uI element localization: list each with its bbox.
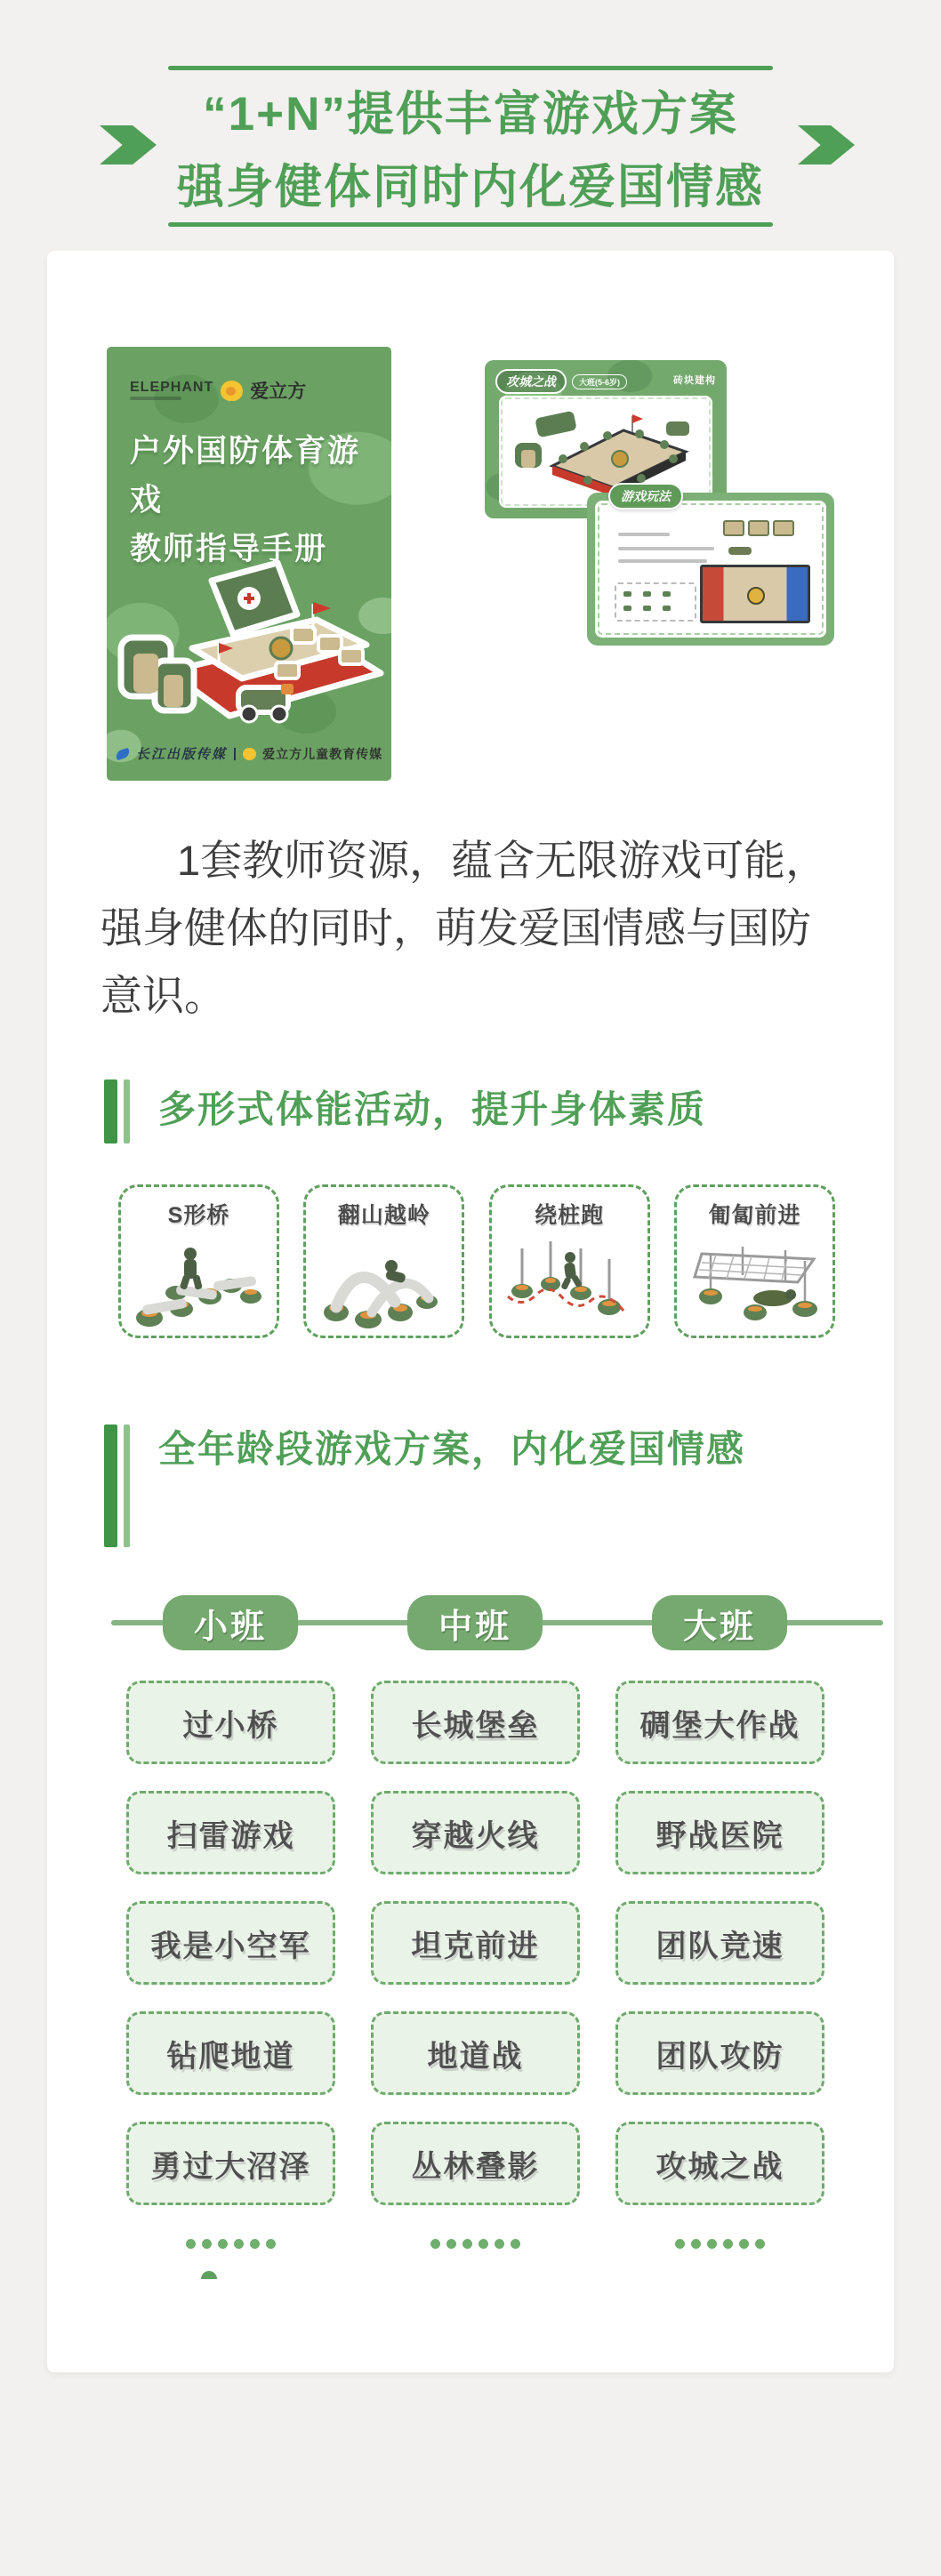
game-cell: 地道战	[371, 2011, 580, 2095]
activity-card-s-bridge	[118, 1184, 279, 1338]
parts-legend-box	[615, 582, 696, 622]
activity-card-slalom-run	[489, 1184, 650, 1338]
publisher-name-right: 爱立方儿童教育传媒	[262, 746, 383, 761]
game-cell: 钻爬地道	[126, 2011, 335, 2095]
cover-publisher-row	[107, 744, 391, 763]
activity-label: S形桥	[167, 1203, 230, 1228]
age-pill-senior: 大班	[652, 1595, 787, 1650]
more-games-dots	[126, 2239, 335, 2249]
age-group-tag: 大班(5-6岁)	[572, 374, 627, 389]
cover-title-line2: 教师指导手册	[130, 532, 328, 566]
page-title-line1: “1+N”提供丰富游戏方案	[203, 88, 738, 140]
intro-paragraph: 1套教师资源，蕴含无限游戏可能，强身健体的同时，萌发爱国情感与国防意识。	[101, 837, 828, 1019]
publisher-name-left: 长江出版传媒	[135, 748, 227, 762]
game-cell: 穿越火线	[371, 1791, 580, 1874]
activity-card-crawl-forward	[674, 1184, 835, 1338]
header-rule-top	[168, 66, 773, 70]
publisher-logo-icon	[115, 747, 131, 759]
more-games-dots	[615, 2239, 824, 2249]
block-pieces-illustration	[723, 520, 794, 536]
game-cell: 过小桥	[126, 1681, 335, 1764]
content-card	[47, 251, 894, 2372]
activity-label: 绕桩跑	[535, 1203, 605, 1228]
activity-card-row	[118, 1184, 835, 1338]
brand-name-cn: 爱立方	[250, 381, 307, 402]
game-cell: 团队竞速	[615, 1901, 824, 1985]
game-cell: 勇过大沼泽	[126, 2122, 335, 2205]
mascot-icon	[243, 748, 256, 760]
section-marker-bars	[104, 1424, 130, 1547]
game-slide-how-to-play	[587, 489, 834, 646]
game-cell: 野战医院	[615, 1791, 824, 1874]
section-header-games	[104, 1421, 745, 1547]
decorative-blob	[201, 2271, 217, 2279]
cover-product-illustration	[107, 529, 391, 747]
game-cell: 丛林叠影	[371, 2122, 580, 2205]
page-title-line2: 强身健体同时内化爱国情感	[177, 161, 764, 213]
game-cell: 攻城之战	[615, 2122, 824, 2205]
brand-name-en: ELEPHANT	[130, 380, 214, 395]
teacher-handbook-cover	[107, 347, 391, 781]
slalom-run-illustration	[495, 1227, 644, 1332]
section-marker-bars	[104, 1079, 130, 1144]
more-games-dots	[371, 2239, 580, 2249]
age-pill-middle: 中班	[407, 1595, 543, 1650]
text-line-placeholder	[618, 559, 707, 563]
how-to-play-panel	[595, 501, 826, 638]
section-header-fitness	[104, 1076, 706, 1144]
mascot-icon	[221, 381, 243, 401]
game-cell: 团队攻防	[615, 2011, 824, 2095]
over-mountain-illustration	[310, 1227, 458, 1332]
activity-label: 匍匐前进	[708, 1203, 801, 1228]
slide-title-badge: 攻城之战	[495, 369, 567, 394]
game-cell: 坦克前进	[371, 1901, 580, 1985]
activity-label: 翻山越岭	[337, 1203, 430, 1228]
activity-card-over-mountain	[303, 1184, 464, 1338]
brand-tagline-placeholder	[130, 397, 181, 400]
brand-logo	[130, 377, 306, 404]
game-cell: 扫雷游戏	[126, 1791, 335, 1874]
publisher-divider: |	[232, 746, 237, 761]
how-to-play-badge: 游戏玩法	[608, 483, 683, 510]
category-tag: 砖块建构	[673, 375, 716, 386]
text-line-placeholder	[618, 547, 714, 550]
section-title: 多形式体能活动，提升身体素质	[158, 1088, 707, 1130]
age-pill-junior: 小班	[163, 1595, 298, 1650]
vehicle-piece-illustration	[728, 547, 752, 555]
cover-title-line1: 户外国防体育游戏	[130, 434, 361, 518]
crawl-forward-illustration	[680, 1227, 829, 1332]
section-title: 全年龄段游戏方案，内化爱国情感	[158, 1428, 746, 1470]
s-bridge-illustration	[125, 1227, 273, 1332]
game-cell: 长城堡垒	[371, 1681, 580, 1764]
game-cell: 碉堡大作战	[615, 1681, 824, 1764]
play-mat-illustration	[700, 565, 810, 623]
header-rule-bottom	[168, 222, 773, 227]
game-cell: 我是小空军	[126, 1901, 335, 1985]
text-line-placeholder	[618, 533, 670, 536]
